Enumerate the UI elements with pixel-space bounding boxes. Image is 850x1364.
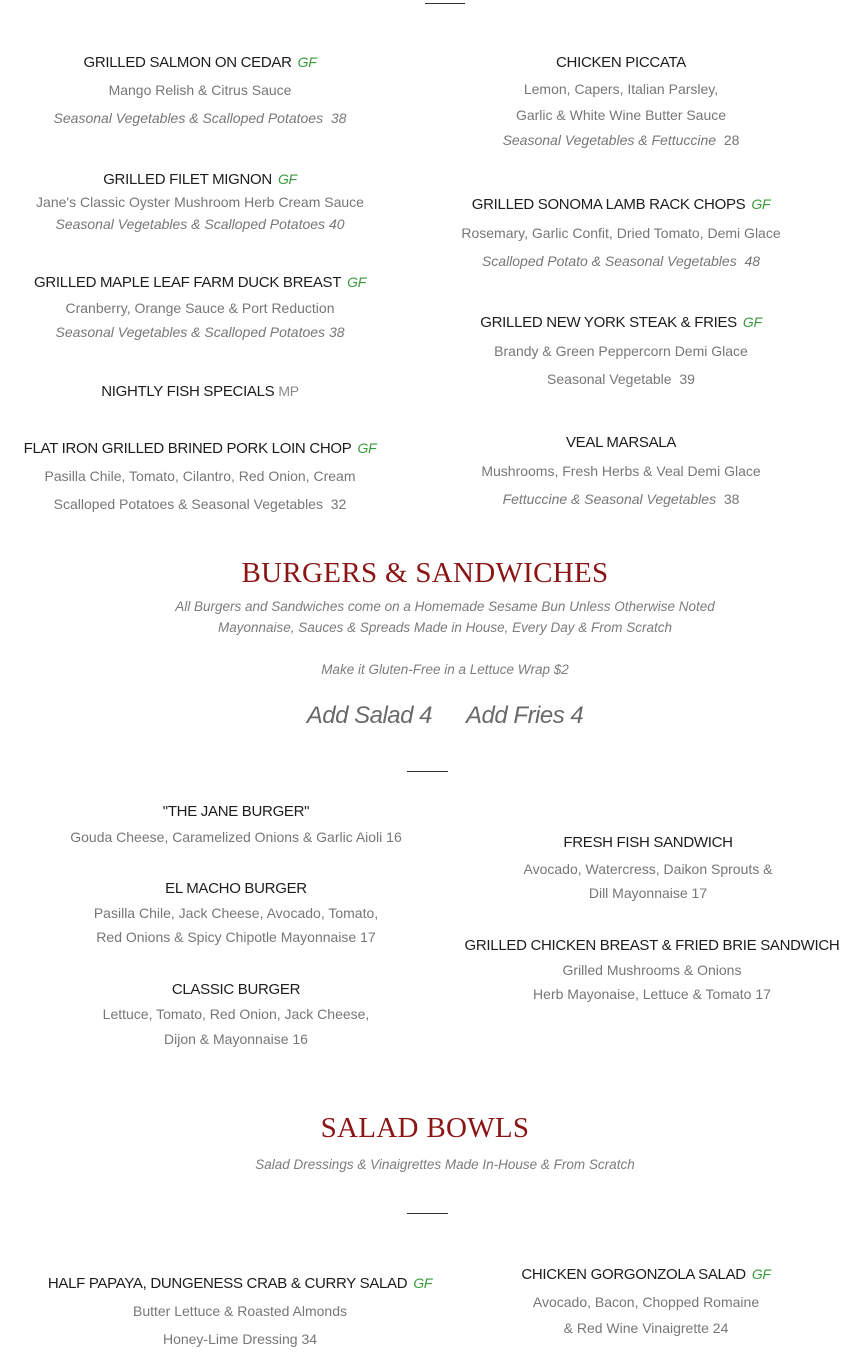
add-ons: [0, 702, 850, 730]
item-name: NIGHTLY FISH SPECIALS: [101, 383, 275, 400]
gf-badge: GF: [751, 196, 771, 212]
item-price: 48: [744, 253, 761, 269]
menu-item: [36, 803, 436, 845]
add-fries: Add Fries 4: [466, 702, 584, 729]
item-name: GRILLED MAPLE LEAF FARM DUCK BREAST: [34, 274, 342, 291]
menu-item: [36, 880, 436, 945]
item-name: "THE JANE BURGER": [162, 803, 310, 820]
add-salad: Add Salad 4: [306, 702, 433, 729]
item-price: 40: [328, 216, 345, 232]
gf-badge: GF: [413, 1275, 433, 1291]
item-sides: Seasonal Vegetables & Scalloped Potatoes 38: [55, 324, 345, 340]
menu-item: [0, 274, 400, 340]
item-description: Grilled Mushrooms & Onions: [562, 962, 742, 978]
item-description: Rosemary, Garlic Confit, Dried Tomato, Demi Glace: [461, 225, 781, 241]
item-name: GRILLED CHICKEN BREAST & FRIED BRIE SANDWICH: [464, 937, 840, 954]
item-description: Herb Mayonaise, Lettuce & Tomato 17: [533, 986, 771, 1002]
menu-item: [36, 981, 436, 1047]
item-sides: Seasonal Vegetables & Fettuccine 28: [502, 132, 740, 148]
menu-item: [448, 834, 848, 901]
item-description: Butter Lettuce & Roasted Almonds: [132, 1303, 347, 1319]
item-description: Gouda Cheese, Caramelized Onions & Garlic Aioli 16: [70, 829, 402, 845]
item-name: GRILLED SALMON ON CEDAR: [83, 54, 292, 71]
menu-item: [421, 196, 821, 269]
item-name: EL MACHO BURGER: [165, 880, 307, 897]
gf-badge: GF: [347, 274, 366, 290]
burgers-divider: [407, 771, 448, 772]
item-description: Garlic & White Wine Butter Sauce: [515, 107, 727, 123]
item-price: 39: [679, 371, 695, 387]
gf-badge: GF: [297, 54, 317, 70]
section-title-salads: SALAD BOWLS: [320, 1112, 530, 1144]
item-description: Dijon & Mayonnaise 16: [164, 1031, 308, 1047]
menu-item: [0, 383, 400, 400]
item-name: CHICKEN GORGONZOLA SALAD: [521, 1266, 746, 1283]
item-price: 32: [330, 496, 347, 512]
item-description: Lemon, Capers, Italian Parsley,: [523, 81, 719, 97]
item-sides: Seasonal Vegetable 39: [547, 371, 695, 387]
menu-item: [421, 314, 821, 387]
item-description: Cranberry, Orange Sauce & Port Reduction: [65, 300, 335, 316]
item-description: Dill Mayonnaise 17: [588, 885, 708, 901]
item-description: Avocado, Watercress, Daikon Sprouts &: [523, 861, 773, 877]
item-description: Jane's Classic Oyster Mushroom Herb Cream Sauce: [36, 194, 364, 210]
salads-divider: [407, 1213, 448, 1214]
item-description: & Red Wine Vinaigrette 24: [563, 1320, 729, 1336]
item-description: Lettuce, Tomato, Red Onion, Jack Cheese,: [102, 1006, 370, 1022]
item-name: HALF PAPAYA, DUNGENESS CRAB & CURRY SALAD: [47, 1275, 408, 1292]
item-price: 28: [723, 132, 740, 148]
menu-item: [421, 54, 821, 148]
item-name: GRILLED NEW YORK STEAK & FRIES: [480, 314, 737, 331]
menu-item: [421, 434, 821, 507]
item-name: GRILLED FILET MIGNON: [103, 171, 272, 188]
salads-subtitle: Salad Dressings & Vinaigrettes Made In-House & From Scratch: [255, 1157, 635, 1172]
gf-badge: GF: [751, 1266, 771, 1282]
item-description: Honey-Lime Dressing 34: [162, 1331, 318, 1347]
item-sides: Scalloped Potatoes & Seasonal Vegetables 32: [53, 496, 347, 512]
menu-item: [0, 54, 400, 126]
item-sides: Seasonal Vegetables & Scalloped Potatoes 40: [55, 216, 345, 232]
menu-item: [40, 1275, 440, 1347]
gluten-free-note: Make it Gluten-Free in a Lettuce Wrap $2: [321, 662, 569, 677]
item-description: Mango Relish & Citrus Sauce: [108, 82, 292, 98]
gf-badge: GF: [742, 314, 762, 330]
menu-item: [0, 440, 400, 512]
market-price: MP: [278, 383, 299, 399]
item-description: Red Onions & Spicy Chipotle Mayonnaise 17: [96, 929, 376, 945]
item-name: GRILLED SONOMA LAMB RACK CHOPS: [471, 196, 746, 213]
item-price: 38: [723, 491, 740, 507]
item-name: FRESH FISH SANDWICH: [563, 834, 733, 851]
gf-badge: GF: [357, 440, 377, 456]
item-name: VEAL MARSALA: [565, 434, 677, 451]
item-price: 38: [328, 324, 345, 340]
burgers-subtitle: All Burgers and Sandwiches come on a Homemade Sesame Bun Unless Otherwise Noted Mayonnaise, Sauces & Spreads Made in House, Every Day & From Scratch: [175, 599, 715, 635]
item-description: Brandy & Green Peppercorn Demi Glace: [494, 343, 748, 359]
top-divider: [425, 3, 465, 4]
item-description: Mushrooms, Fresh Herbs & Veal Demi Glace: [481, 463, 761, 479]
menu-item: [0, 171, 400, 232]
item-name: CHICKEN PICCATA: [556, 54, 686, 71]
item-sides: Scalloped Potato & Seasonal Vegetables 48: [481, 253, 761, 269]
item-description: Pasilla Chile, Tomato, Cilantro, Red Onion, Cream: [44, 468, 356, 484]
gf-badge: GF: [277, 171, 297, 187]
item-sides: Seasonal Vegetables & Scalloped Potatoes 38: [53, 110, 347, 126]
item-price: 38: [330, 110, 347, 126]
item-description: Pasilla Chile, Jack Cheese, Avocado, Tomato,: [93, 905, 379, 921]
item-description: Avocado, Bacon, Chopped Romaine: [532, 1294, 760, 1310]
menu-item: [446, 1266, 846, 1336]
item-name: FLAT IRON GRILLED BRINED PORK LOIN CHOP: [23, 440, 352, 457]
item-name: CLASSIC BURGER: [171, 981, 301, 998]
item-sides: Fettuccine & Seasonal Vegetables 38: [502, 491, 740, 507]
menu-item: [452, 937, 850, 1002]
section-title-burgers: BURGERS & SANDWICHES: [241, 557, 609, 589]
